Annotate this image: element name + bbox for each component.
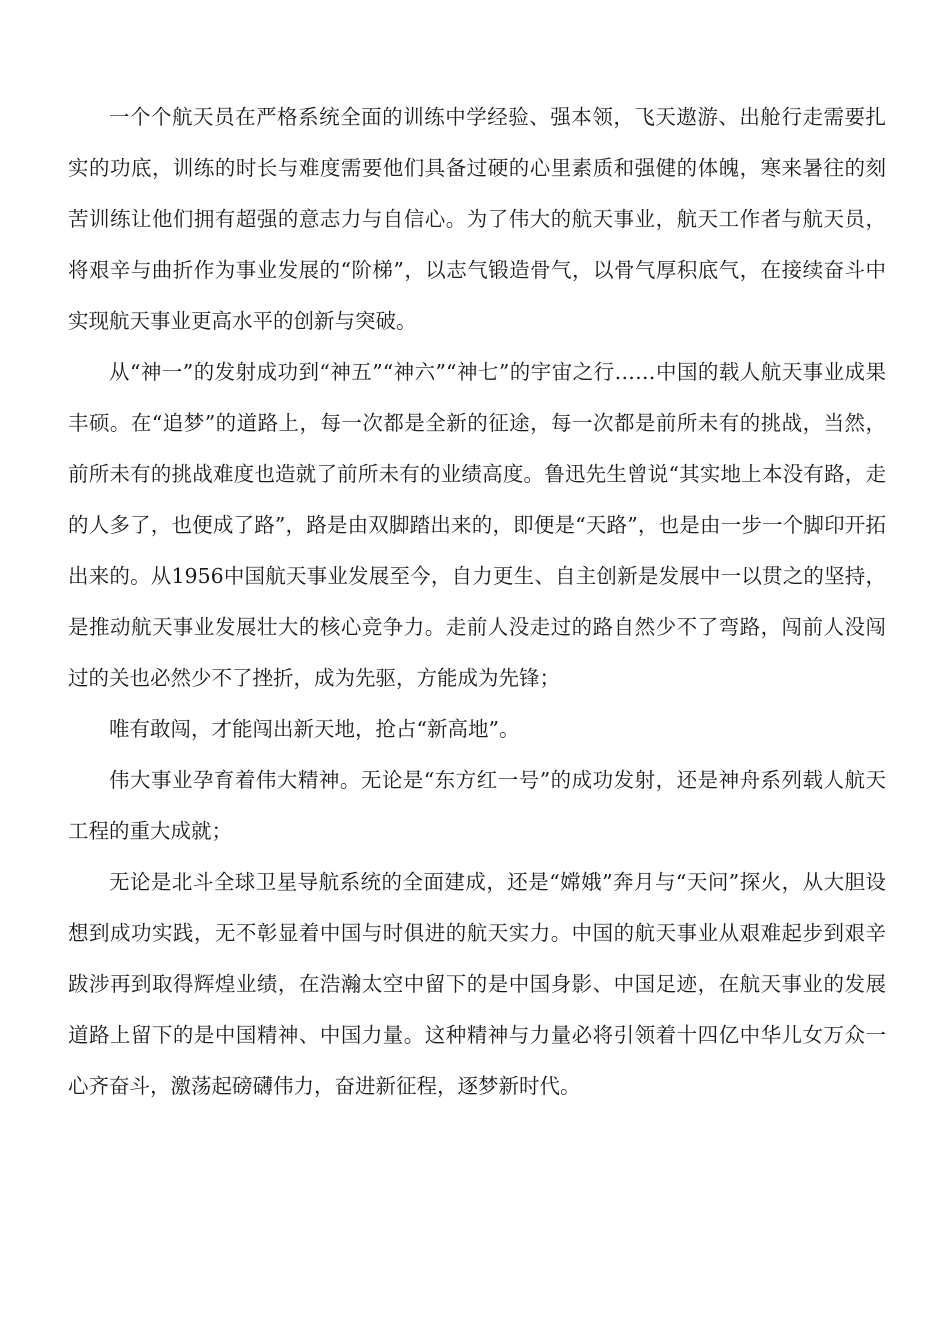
paragraph-shenzhou: 从“神一”的发射成功到“神五”“神六”“神七”的宇宙之行……中国的载人航天事业成果丰硕。在“追梦”的道路上，每一次都是全新的征途，每一次都是前所未有的挑战，当然，前所未有的挑战难度也造就了前所未有的业绩高度。鲁迅先生曾说“其实地上本没有路，走的人多了，也便成了路”，路是由双脚踏出来的，即便是“天路”，也是由一步一个脚印开拓出来的。从1956中国航天事业发展至今，自力更生、自主创新是发展中一以贯之的坚持，是推动航天事业发展壮大的核心竞争力。走前人没走过的路自然少不了弯路，闯前人没闯过的关也必然少不了挫折，成为先驱，方能成为先锋； <box>68 360 886 690</box>
paragraph-beidou: 无论是北斗全球卫星导航系统的全面建成，还是“嫦娥”奔月与“天问”探火，从大胆设想到成功实践，无不彰显着中国与时俱进的航天实力。中国的航天事业从艰难起步到艰辛跋涉再到取得辉煌业绩，在浩瀚太空中留下的是中国身影、中国足迹，在航天事业的发展道路上留下的是中国精神、中国力量。这种精神与力量必将引领着十四亿中华儿女万众一心齐奋斗，激荡起磅礴伟力，奋进新征程，逐梦新时代。 <box>68 870 886 1098</box>
paragraph-courage: 唯有敢闯，才能闯出新天地，抢占“新高地”。 <box>109 717 520 741</box>
paragraph-great-spirit: 伟大事业孕育着伟大精神。无论是“东方红一号”的成功发射，还是神舟系列载人航天工程的重大成就； <box>68 768 886 843</box>
paragraph-training: 一个个航天员在严格系统全面的训练中学经验、强本领，飞天遨游、出舱行走需要扎实的功底，训练的时长与难度需要他们具备过硬的心里素质和强健的体魄，寒来暑往的刻苦训练让他们拥有超强的意志力与自信心。为了伟大的航天事业，航天工作者与航天员，将艰辛与曲折作为事业发展的“阶梯”，以志气锻造骨气，以骨气厚积底气，在接续奋斗中实现航天事业更高水平的创新与突破。 <box>68 105 886 333</box>
document-body <box>68 92 886 1112</box>
